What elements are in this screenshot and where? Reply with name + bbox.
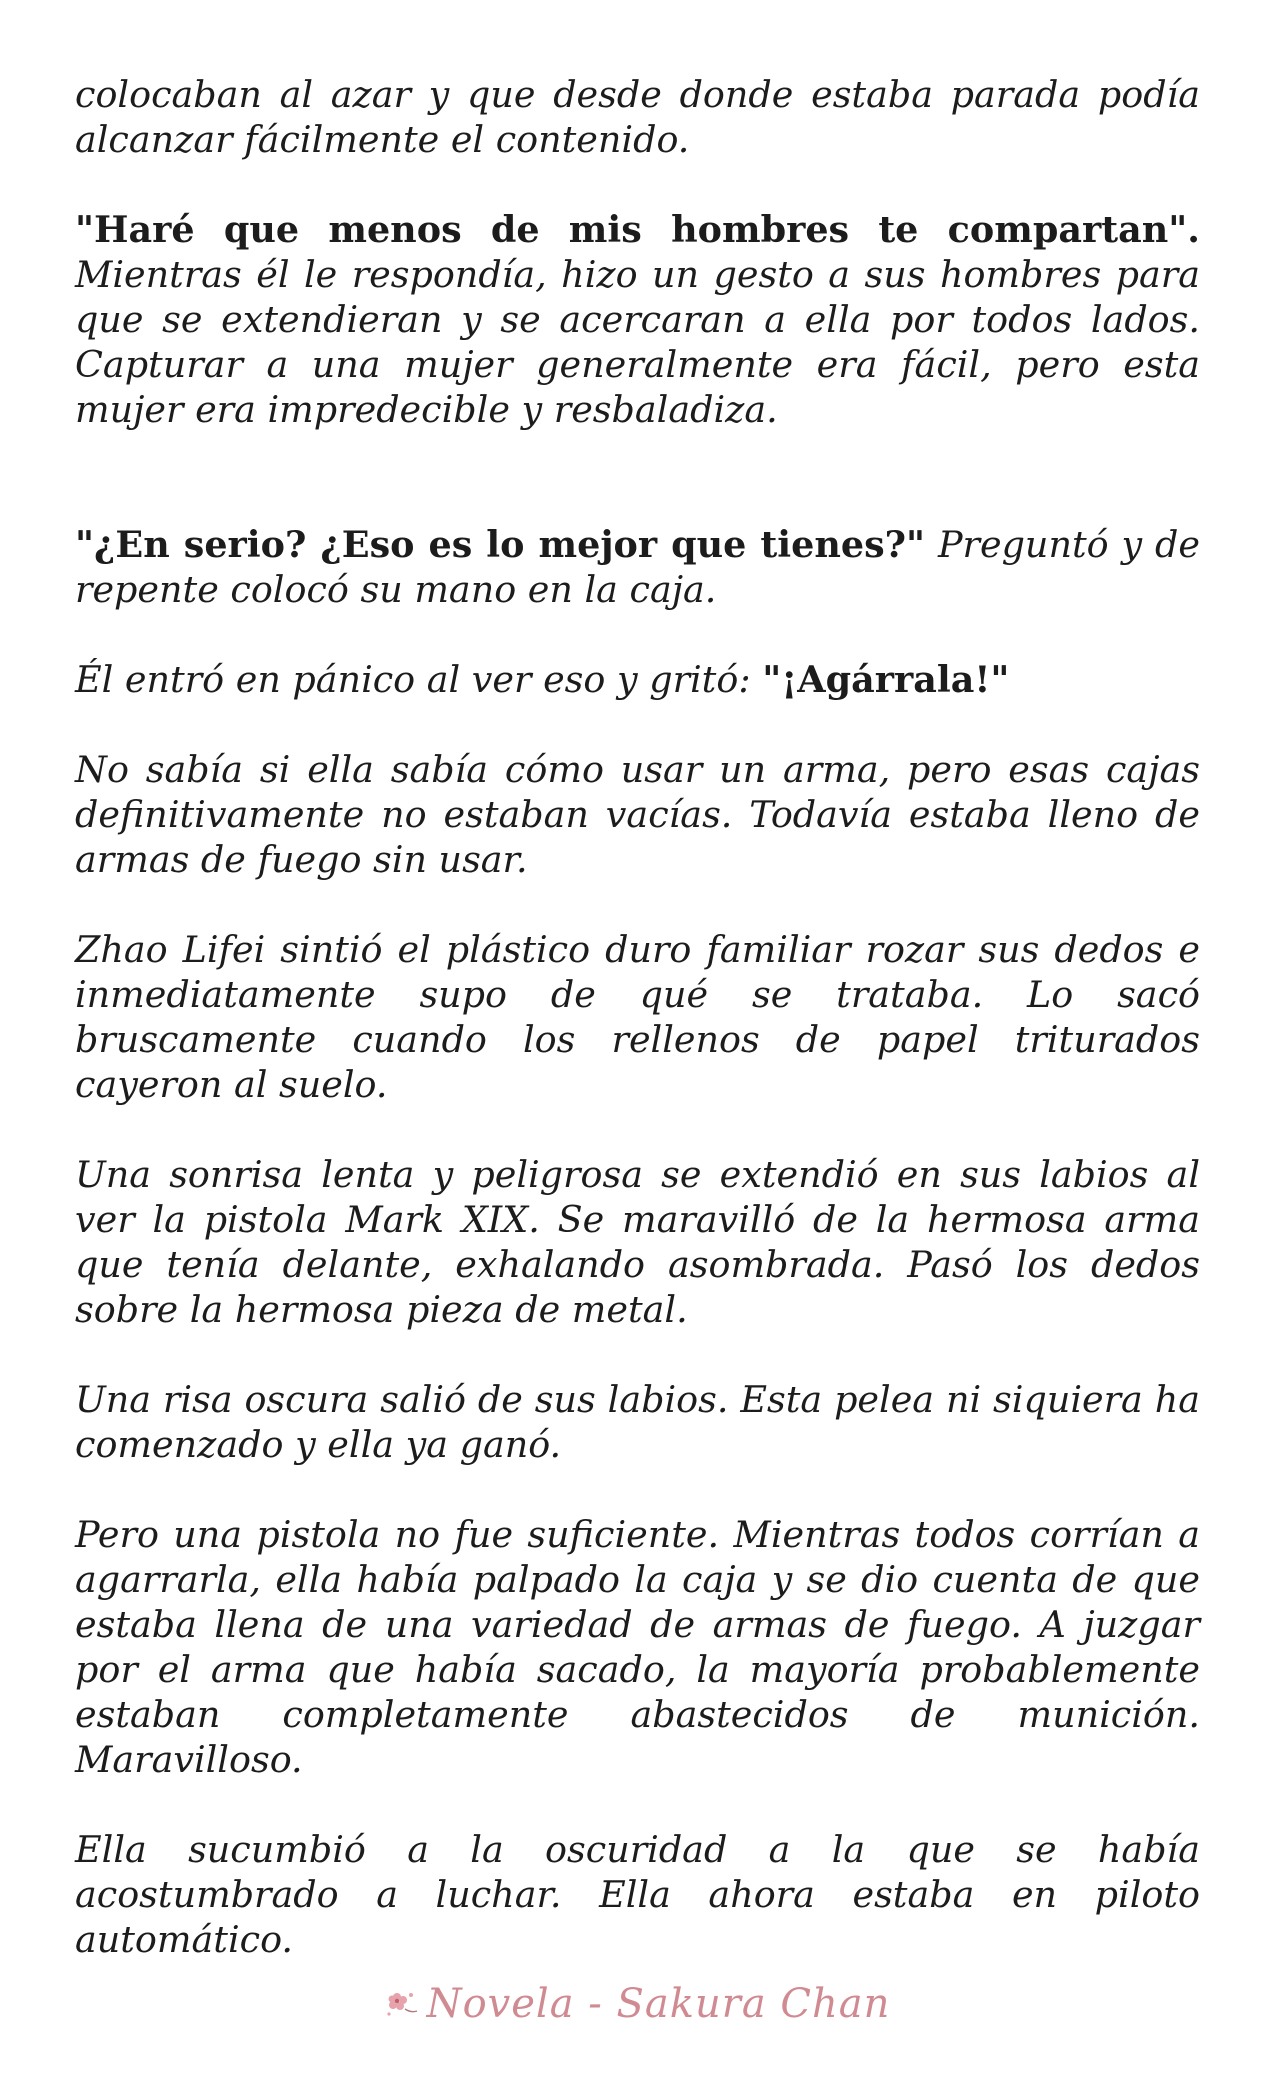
watermark-text: Novela - Sakura Chan [426, 1981, 891, 2027]
paragraph-text: Una risa oscura salió de sus labios. Esta pelea ni siquiera ha comenzado y ella ya ganó. [75, 1378, 1200, 1466]
paragraph [75, 927, 1200, 1107]
dialogue-quote: "¡Agárrala!" [762, 658, 1010, 701]
paragraph [75, 1827, 1200, 1962]
paragraph [75, 207, 1200, 432]
paragraph [75, 657, 1200, 702]
paragraph-text: colocaban al azar y que desde donde estaba parada podía alcanzar fácilmente el contenido. [75, 73, 1200, 161]
sakura-flower-icon [385, 1989, 419, 2019]
paragraph [75, 747, 1200, 882]
paragraph-text: Él entró en pánico al ver eso y gritó: [75, 658, 763, 701]
paragraph-text: Ella sucumbió a la oscuridad a la que se había acostumbrado a luchar. Ella ahora estaba en piloto automático. [75, 1828, 1200, 1961]
paragraph-text: No sabía si ella sabía cómo usar un arma, pero esas cajas definitivamente no estaban vacías. Todavía estaba lleno de armas de fuego sin usar. [75, 748, 1200, 881]
paragraph [75, 522, 1200, 612]
paragraph [75, 72, 1200, 162]
paragraph-text: Pero una pistola no fue suficiente. Mientras todos corrían a agarrarla, ella había palpado la caja y se dio cuenta de que estaba llena de una variedad de armas de fuego. A juzgar por el arma que había sacado, la mayoría probablemente estaban completamente abastecidos de munición. Maravilloso. [75, 1513, 1200, 1781]
dialogue-quote: "¿En serio? ¿Eso es lo mejor que tienes?" [75, 523, 926, 566]
paragraph-text: Preguntó y de repente colocó su mano en la caja. [75, 523, 1200, 611]
paragraph-text: Una sonrisa lenta y peligrosa se extendió en sus labios al ver la pistola Mark XIX. Se maravilló de la hermosa arma que tenía delante, exhalando asombrada. Pasó los dedos sobre la hermosa pieza de metal. [75, 1153, 1200, 1331]
paragraph [75, 1152, 1200, 1332]
dialogue-quote: "Haré que menos de mis hombres te compartan". [75, 208, 1200, 251]
paragraph-text: Zhao Lifei sintió el plástico duro familiar rozar sus dedos e inmediatamente supo de qué se trataba. Lo sacó bruscamente cuando los rellenos de papel triturados cayeron al suelo. [75, 928, 1200, 1106]
paragraph [75, 1512, 1200, 1782]
paragraph-text: Mientras él le respondía, hizo un gesto a sus hombres para que se extendieran y se acercaran a ella por todos lados. Capturar a una mujer generalmente era fácil, pero esta mujer era impredecible y resbaladiza. [75, 253, 1200, 431]
watermark [0, 1982, 1275, 2027]
paragraph [75, 1377, 1200, 1467]
